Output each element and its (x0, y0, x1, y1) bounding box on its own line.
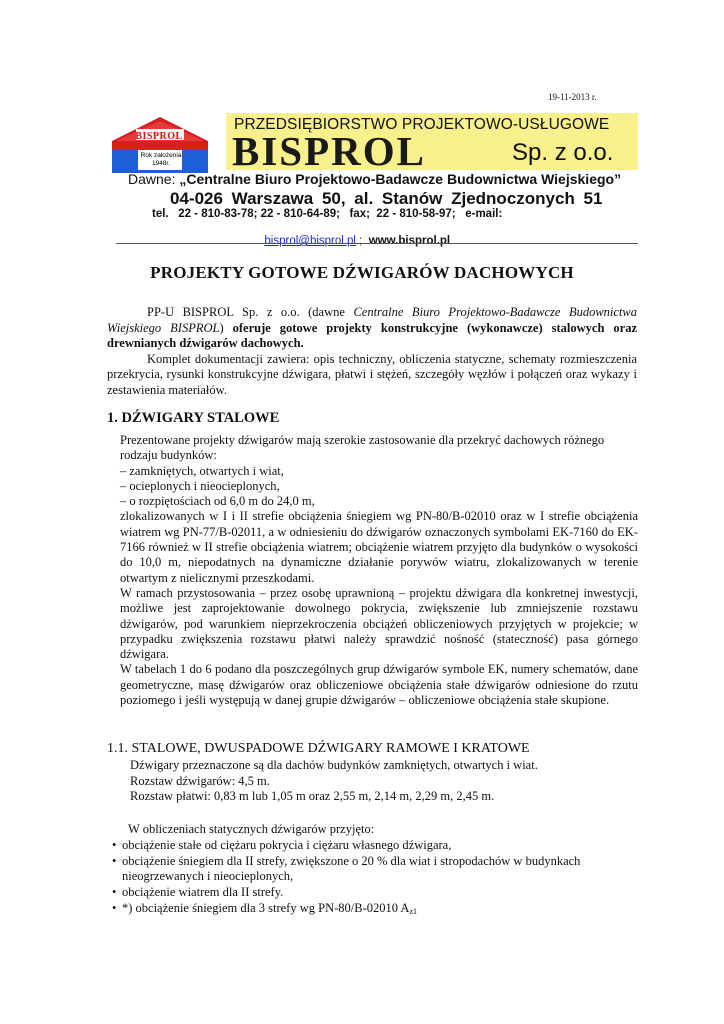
logo-founded: Rok założenia 1948r. (140, 152, 182, 167)
section-heading-frame-truss: 1.1. STALOWE, DWUSPADOWE DŹWIGARY RAMOWE I KRATOWE (107, 741, 530, 756)
intro-contents: Komplet dokumentacji zawiera: opis techniczny, obliczenia statyczne, schematy rozmieszczenia przekrycia, rysunki konstrukcyjne dźwigara, płatwi i stężeń, szczegóły węzłów i połączeń oraz wykazy i zestawienia materiałów. (107, 351, 637, 397)
intro-paragraph: PP-U BISPROL Sp. z o.o. (dawne Centralne Biuro Projektowo-Badawcze Budownictwa Wiejskiego BISPROL) oferuje gotowe projekty konstrukcyjne (wykonawcze) stalowych oraz drewnianych dźwigarów dachowych. Komplet dokumentacji zawiera: opis techniczny, obliczenia statyczne, schematy rozmieszczenia przekrycia, rysunki konstrukcyjne dźwigara, płatwi i stężeń, szczegóły węzłów i połączeń oraz wykazy i zestawienia materiałów. (107, 305, 638, 397)
formerly-line: Dawne: „Centralne Biuro Projektowo-Badawcze Budownictwa Wiejskiego” (128, 171, 622, 187)
calculation-intro: W obliczeniach statycznych dźwigarów przyjęto: (128, 822, 375, 836)
section-frame-truss-specs: Dźwigary przeznaczone są dla dachów budynków zamkniętych, otwartych i wiat. Rozstaw dźwigarów: 4,5 m. Rozstaw płatwi: 0,83 m lub 1,05 m oraz 2,55 m, 2,14 m, 2,29 m, 2,45 m. (130, 758, 538, 803)
document-title: PROJEKTY GOTOWE DŹWIGARÓW DACHOWYCH (150, 263, 574, 282)
section-steel-body: Prezentowane projekty dźwigarów mają szerokie zastosowanie dla przekryć dachowych różnego rodzaju budynków: – zamkniętych, otwartych i wiat, – ocieplonych i nieocieplonych, – o rozpiętościach od 6,0 m do 24,0 m, zlokalizowanych w I i II strefie obciążenia śniegiem wg PN-80/B-02010 oraz w I strefie obciążenia wiatrem wg PN-77/B-02011, a w odniesieniu do dźwigarów oznaczonych symbolami EK-7160 do EK-7166 również w II strefie obciążenia wiatrem; obciążenie wiatrem przyjęto dla budynków o wysokości do 10,0 m, niepodatnych na dynamiczne działanie porywów wiatru, zlokalizowanych w terenie otwartym z nielicznymi przeszkodami. W ramach przystosowania – przez osobę uprawnioną – projektu dźwigara dla konkretnej inwestycji, możliwe jest zaprojektowanie dowolnego pokrycia, zwiększenie lub zmniejszenie rozstawu dźwigarów, pod warunkiem nieprzekroczenia obciążeń obliczeniowych przyjętych w projekcie; w przypadku zwiększenia rozstawu płatwi należy sprawdzić nośność (stateczność) pasa górnego dźwigara. W tabelach 1 do 6 podano dla poszczególnych grup dźwigarów symbole EK, numery schematów, dane geometryczne, masę dźwigarów oraz obliczeniowe obciążenia stałe dźwigarów odniesione do rzutu poziomego i jeśli występują w danej grupie dźwigarów – obliczeniowe obciążenia stałe skupione. (120, 433, 638, 708)
list-item: • obciążenie stałe od ciężaru pokrycia i ciężaru własnego dźwigara, (112, 838, 452, 852)
list-item: • obciążenie wiatrem dla II strefy. (112, 885, 284, 900)
logo-wordmark: BISPROL (135, 131, 183, 142)
list-item: • *) obciążenie śniegiem dla 3 strefy wg PN-80/B-02010 $A_{z1}$ (112, 900, 418, 916)
email-link[interactable]: bisprol@bisprol.pl (264, 235, 356, 247)
company-address: 04-026 Warszawa 50, al. Stanów Zjednoczonych 51 (170, 189, 603, 208)
contact-web: bisprol@bisprol.pl ; www.bisprol.pl (264, 235, 451, 247)
section-heading-steel: 1. DŹWIGARY STALOWE (107, 410, 280, 426)
contact-phones: tel. 22 - 810-83-78; 22 - 810-64-89; fax; 22 - 810-58-97; e-mail: (152, 208, 503, 220)
header-divider (116, 243, 638, 244)
company-name: BISPROL (232, 128, 426, 174)
list-item: • obciążenie śniegiem dla II strefy, zwiększone o 20 % dla wiat i stropodachów w budynkach nieogrzewanych i nieocieplonych, (112, 853, 581, 884)
company-suffix: Sp. z o.o. (512, 139, 614, 166)
letterhead-box (226, 113, 638, 174)
company-type: PRZEDSIĘBIORSTWO PROJEKTOWO-USŁUGOWE (234, 116, 610, 133)
website-link[interactable]: www.bisprol.pl (368, 235, 451, 247)
calculation-assumptions (112, 838, 636, 920)
company-logo (108, 115, 212, 175)
document-date: 19-11-2013 r. (548, 92, 597, 102)
